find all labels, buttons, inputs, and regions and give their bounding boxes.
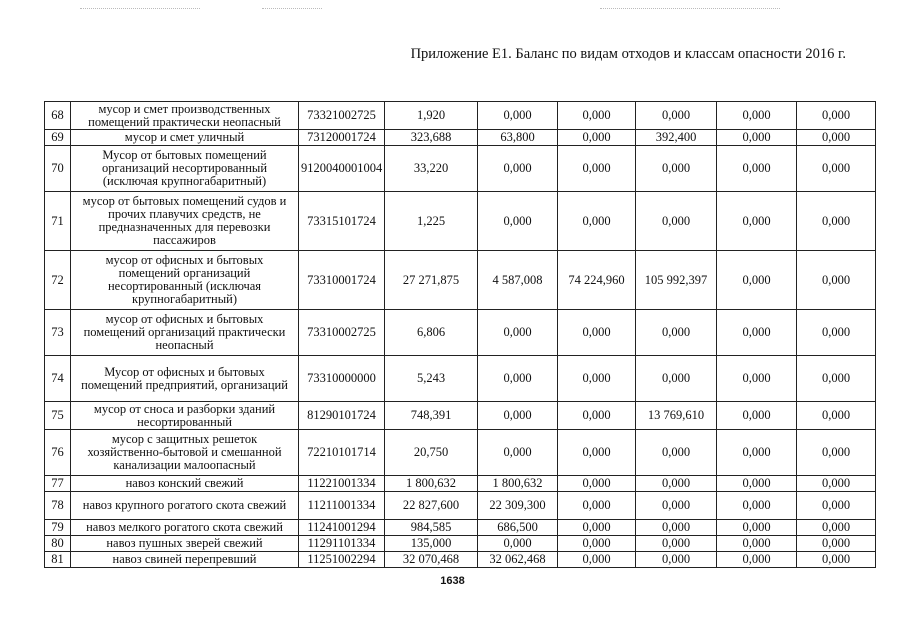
value-cell: 0,000 (478, 102, 558, 130)
value-cell: 20,750 (385, 430, 478, 476)
value-cell: 0,000 (636, 536, 717, 552)
table-caption: Приложение Е1. Баланс по видам отходов и классам опасности 2016 г. (410, 46, 846, 62)
value-cell: 0,000 (717, 536, 797, 552)
value-cell: 0,000 (717, 402, 797, 430)
value-cell: 0,000 (797, 476, 876, 492)
page-number: 1638 (440, 575, 465, 587)
value-cell: 392,400 (636, 130, 717, 146)
value-cell: 0,000 (558, 130, 636, 146)
waste-name: навоз пушных зверей свежий (71, 536, 299, 552)
value-cell: 0,000 (558, 402, 636, 430)
value-cell: 0,000 (717, 356, 797, 402)
value-cell: 0,000 (717, 430, 797, 476)
scan-artifact (600, 8, 780, 10)
row-number: 76 (45, 430, 71, 476)
row-number: 77 (45, 476, 71, 492)
value-cell: 1,920 (385, 102, 478, 130)
value-cell: 0,000 (558, 192, 636, 251)
table-row (45, 251, 876, 310)
value-cell: 1 800,632 (478, 476, 558, 492)
value-cell: 5,243 (385, 356, 478, 402)
waste-name: навоз конский свежий (71, 476, 299, 492)
waste-name: мусор и смет производственных помещений практически неопасный (71, 102, 299, 130)
fkko-code: 73315101724 (299, 192, 385, 251)
fkko-code: 11291101334 (299, 536, 385, 552)
value-cell: 0,000 (636, 356, 717, 402)
fkko-code: 73310002725 (299, 310, 385, 356)
waste-name: навоз крупного рогатого скота свежий (71, 492, 299, 520)
value-cell: 0,000 (797, 356, 876, 402)
value-cell: 0,000 (478, 310, 558, 356)
waste-name: мусор и смет уличный (71, 130, 299, 146)
row-number: 78 (45, 492, 71, 520)
waste-name: мусор с защитных решеток хозяйственно-бытовой и смешанной канализации малоопасный (71, 430, 299, 476)
value-cell: 0,000 (797, 146, 876, 192)
table-row (45, 476, 876, 492)
value-cell: 0,000 (636, 310, 717, 356)
value-cell: 4 587,008 (478, 251, 558, 310)
fkko-code: 73321002725 (299, 102, 385, 130)
value-cell: 22 309,300 (478, 492, 558, 520)
value-cell: 0,000 (478, 536, 558, 552)
fkko-code: 9120040001004 (299, 146, 385, 192)
value-cell: 0,000 (797, 520, 876, 536)
value-cell: 0,000 (797, 192, 876, 251)
value-cell: 0,000 (478, 146, 558, 192)
table-row (45, 430, 876, 476)
value-cell: 748,391 (385, 402, 478, 430)
value-cell: 0,000 (797, 130, 876, 146)
fkko-code: 11241001294 (299, 520, 385, 536)
waste-balance-table (44, 101, 876, 568)
value-cell: 0,000 (717, 476, 797, 492)
value-cell: 0,000 (558, 476, 636, 492)
row-number: 72 (45, 251, 71, 310)
value-cell: 0,000 (558, 492, 636, 520)
value-cell: 0,000 (478, 192, 558, 251)
value-cell: 0,000 (797, 310, 876, 356)
value-cell: 74 224,960 (558, 251, 636, 310)
row-number: 69 (45, 130, 71, 146)
row-number: 80 (45, 536, 71, 552)
value-cell: 0,000 (797, 402, 876, 430)
value-cell: 0,000 (797, 102, 876, 130)
fkko-code: 11221001334 (299, 476, 385, 492)
value-cell: 0,000 (717, 552, 797, 568)
value-cell: 0,000 (558, 356, 636, 402)
value-cell: 323,688 (385, 130, 478, 146)
table-row (45, 552, 876, 568)
waste-name: мусор от офисных и бытовых помещений организаций несортированный (исключая крупногабаритный) (71, 251, 299, 310)
waste-name: навоз свиней перепревший (71, 552, 299, 568)
fkko-code: 11211001334 (299, 492, 385, 520)
value-cell: 0,000 (636, 476, 717, 492)
value-cell: 0,000 (636, 430, 717, 476)
row-number: 79 (45, 520, 71, 536)
value-cell: 0,000 (636, 146, 717, 192)
value-cell: 0,000 (717, 520, 797, 536)
value-cell: 63,800 (478, 130, 558, 146)
value-cell: 0,000 (797, 492, 876, 520)
waste-name: мусор от офисных и бытовых помещений организаций практически неопасный (71, 310, 299, 356)
value-cell: 0,000 (717, 130, 797, 146)
fkko-code: 11251002294 (299, 552, 385, 568)
value-cell: 0,000 (797, 430, 876, 476)
value-cell: 0,000 (558, 552, 636, 568)
table-row (45, 402, 876, 430)
fkko-code: 81290101724 (299, 402, 385, 430)
waste-name: мусор от бытовых помещений судов и прочих плавучих средств, не предназначенных для перевозки пассажиров (71, 192, 299, 251)
value-cell: 0,000 (797, 536, 876, 552)
value-cell: 33,220 (385, 146, 478, 192)
value-cell: 0,000 (717, 146, 797, 192)
table-row (45, 310, 876, 356)
value-cell: 0,000 (797, 552, 876, 568)
table-row (45, 520, 876, 536)
value-cell: 0,000 (558, 536, 636, 552)
value-cell: 0,000 (558, 310, 636, 356)
row-number: 70 (45, 146, 71, 192)
value-cell: 0,000 (717, 492, 797, 520)
row-number: 75 (45, 402, 71, 430)
row-number: 74 (45, 356, 71, 402)
row-number: 73 (45, 310, 71, 356)
value-cell: 0,000 (478, 402, 558, 430)
value-cell: 0,000 (636, 192, 717, 251)
waste-name: Мусор от бытовых помещений организаций несортированный (исключая крупногабаритный) (71, 146, 299, 192)
value-cell: 13 769,610 (636, 402, 717, 430)
fkko-code: 73310000000 (299, 356, 385, 402)
value-cell: 0,000 (797, 251, 876, 310)
value-cell: 0,000 (558, 430, 636, 476)
table-row (45, 130, 876, 146)
value-cell: 32 062,468 (478, 552, 558, 568)
fkko-code: 72210101714 (299, 430, 385, 476)
value-cell: 0,000 (636, 552, 717, 568)
waste-name: навоз мелкого рогатого скота свежий (71, 520, 299, 536)
scan-artifact (262, 8, 322, 10)
row-number: 81 (45, 552, 71, 568)
value-cell: 0,000 (478, 356, 558, 402)
value-cell: 105 992,397 (636, 251, 717, 310)
table-row (45, 492, 876, 520)
value-cell: 27 271,875 (385, 251, 478, 310)
value-cell: 0,000 (478, 430, 558, 476)
row-number: 71 (45, 192, 71, 251)
value-cell: 0,000 (636, 520, 717, 536)
table-row (45, 146, 876, 192)
waste-name: мусор от сноса и разборки зданий несортированный (71, 402, 299, 430)
value-cell: 0,000 (717, 310, 797, 356)
waste-name: Мусор от офисных и бытовых помещений предприятий, организаций (71, 356, 299, 402)
value-cell: 0,000 (558, 146, 636, 192)
value-cell: 0,000 (717, 102, 797, 130)
value-cell: 984,585 (385, 520, 478, 536)
value-cell: 0,000 (558, 102, 636, 130)
value-cell: 1,225 (385, 192, 478, 251)
scan-artifact (80, 8, 200, 10)
value-cell: 1 800,632 (385, 476, 478, 492)
value-cell: 0,000 (636, 102, 717, 130)
table-row (45, 356, 876, 402)
value-cell: 686,500 (478, 520, 558, 536)
table-row (45, 192, 876, 251)
value-cell: 32 070,468 (385, 552, 478, 568)
fkko-code: 73120001724 (299, 130, 385, 146)
value-cell: 0,000 (558, 520, 636, 536)
table-row (45, 536, 876, 552)
value-cell: 6,806 (385, 310, 478, 356)
value-cell: 0,000 (717, 192, 797, 251)
value-cell: 22 827,600 (385, 492, 478, 520)
row-number: 68 (45, 102, 71, 130)
value-cell: 135,000 (385, 536, 478, 552)
table-row (45, 102, 876, 130)
value-cell: 0,000 (636, 492, 717, 520)
value-cell: 0,000 (717, 251, 797, 310)
fkko-code: 73310001724 (299, 251, 385, 310)
